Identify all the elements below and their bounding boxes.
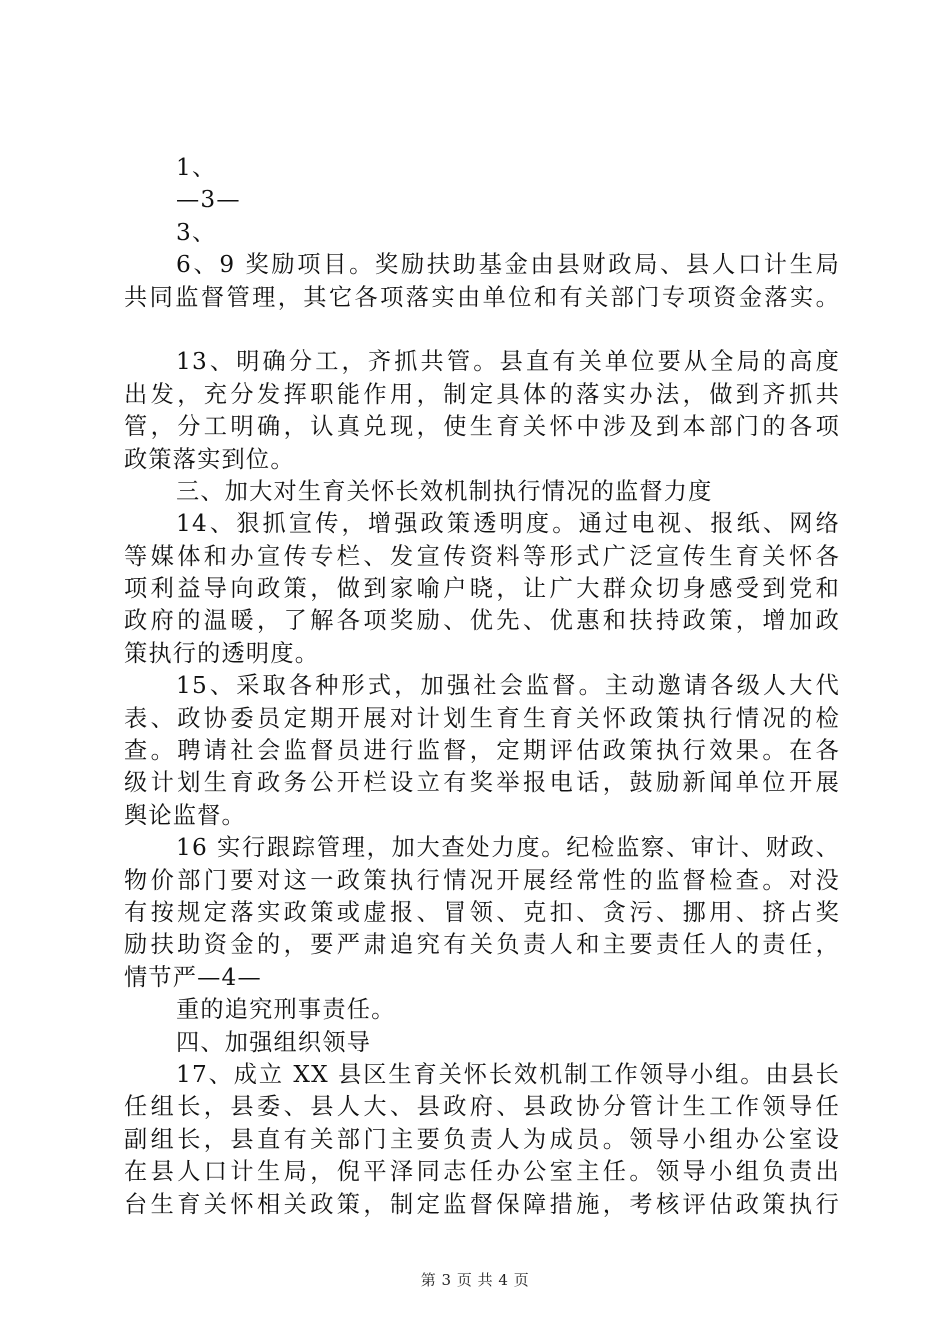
text-line: 13、明确分工，齐抓共管。县直有关单位要从全局的高度 [176,348,840,376]
text-line: 台生育关怀相关政策，制定监督保障措施，考核评估政策执行 [124,1190,840,1218]
text-line: 政府的温暖，了解各项奖励、优先、优惠和扶持政策，增加政 [124,607,840,635]
text-line: 级计划生育政务公开栏设立有奖举报电话，鼓励新闻单位开展 [124,769,840,797]
text-line: 任组长，县委、县人大、县政府、县政协分管计生工作领导任 [124,1093,840,1121]
text-line: 在县人口计生局，倪平泽同志任办公室主任。领导小组负责出 [124,1158,840,1186]
text-line: 共同监督管理，其它各项落实由单位和有关部门专项资金落实。 [124,283,840,311]
page-footer: 第 3 页 共 4 页 [420,1271,530,1289]
text-line: 项利益导向政策，做到家喻户晓，让广大群众切身感受到党和 [124,575,840,603]
text-line: 6、9 奖励项目。奖励扶助基金由县财政局、县人口计生局 [176,251,840,279]
text-line: 出发，充分发挥职能作用，制定具体的落实办法，做到齐抓共 [124,380,840,408]
text-line: —3— [176,186,241,214]
text-line: 查。聘请社会监督员进行监督，定期评估政策执行效果。在各 [124,737,840,765]
text-line: 3、 [176,218,217,246]
text-line: 17、成立 XX 县区生育关怀长效机制工作领导小组。由县长 [176,1060,840,1088]
text-line: 管，分工明确，认真兑现，使生育关怀中涉及到本部门的各项 [124,413,840,441]
text-line: 15、采取各种形式，加强社会监督。主动邀请各级人大代 [176,672,840,700]
text-line: 政策落实到位。 [124,445,295,473]
text-line: 等媒体和办宣传专栏、发宣传资料等形式广泛宣传生育关怀各 [124,542,840,570]
blank-line [124,314,840,346]
text-line: 舆论监督。 [124,801,246,829]
text-line: 1、 [176,154,217,181]
text-line: 励扶助资金的，要严肃追究有关负责人和主要责任人的责任， [124,931,840,959]
text-line: 物价部门要对这一政策执行情况开展经常性的监督检查。对没 [124,866,840,894]
text-line: 策执行的透明度。 [124,639,320,667]
document-body [124,152,840,1221]
text-line: 表、政协委员定期开展对计划生育生育关怀政策执行情况的检 [124,704,840,732]
text-line: 情节严—4— [124,963,262,991]
text-line: 四、加强组织领导 [176,1028,372,1056]
text-line: 副组长，县直有关部门主要负责人为成员。领导小组办公室设 [124,1125,840,1153]
text-line: 重的追究刑事责任。 [176,996,396,1024]
text-line: 16 实行跟踪管理，加大查处力度。纪检监察、审计、财政、 [176,834,840,862]
text-line: 14、狠抓宣传，增强政策透明度。通过电视、报纸、网络 [176,510,840,538]
text-line: 三、加大对生育关怀长效机制执行情况的监督力度 [176,477,713,505]
text-line: 有按规定落实政策或虚报、冒领、克扣、贪污、挪用、挤占奖 [124,898,840,926]
